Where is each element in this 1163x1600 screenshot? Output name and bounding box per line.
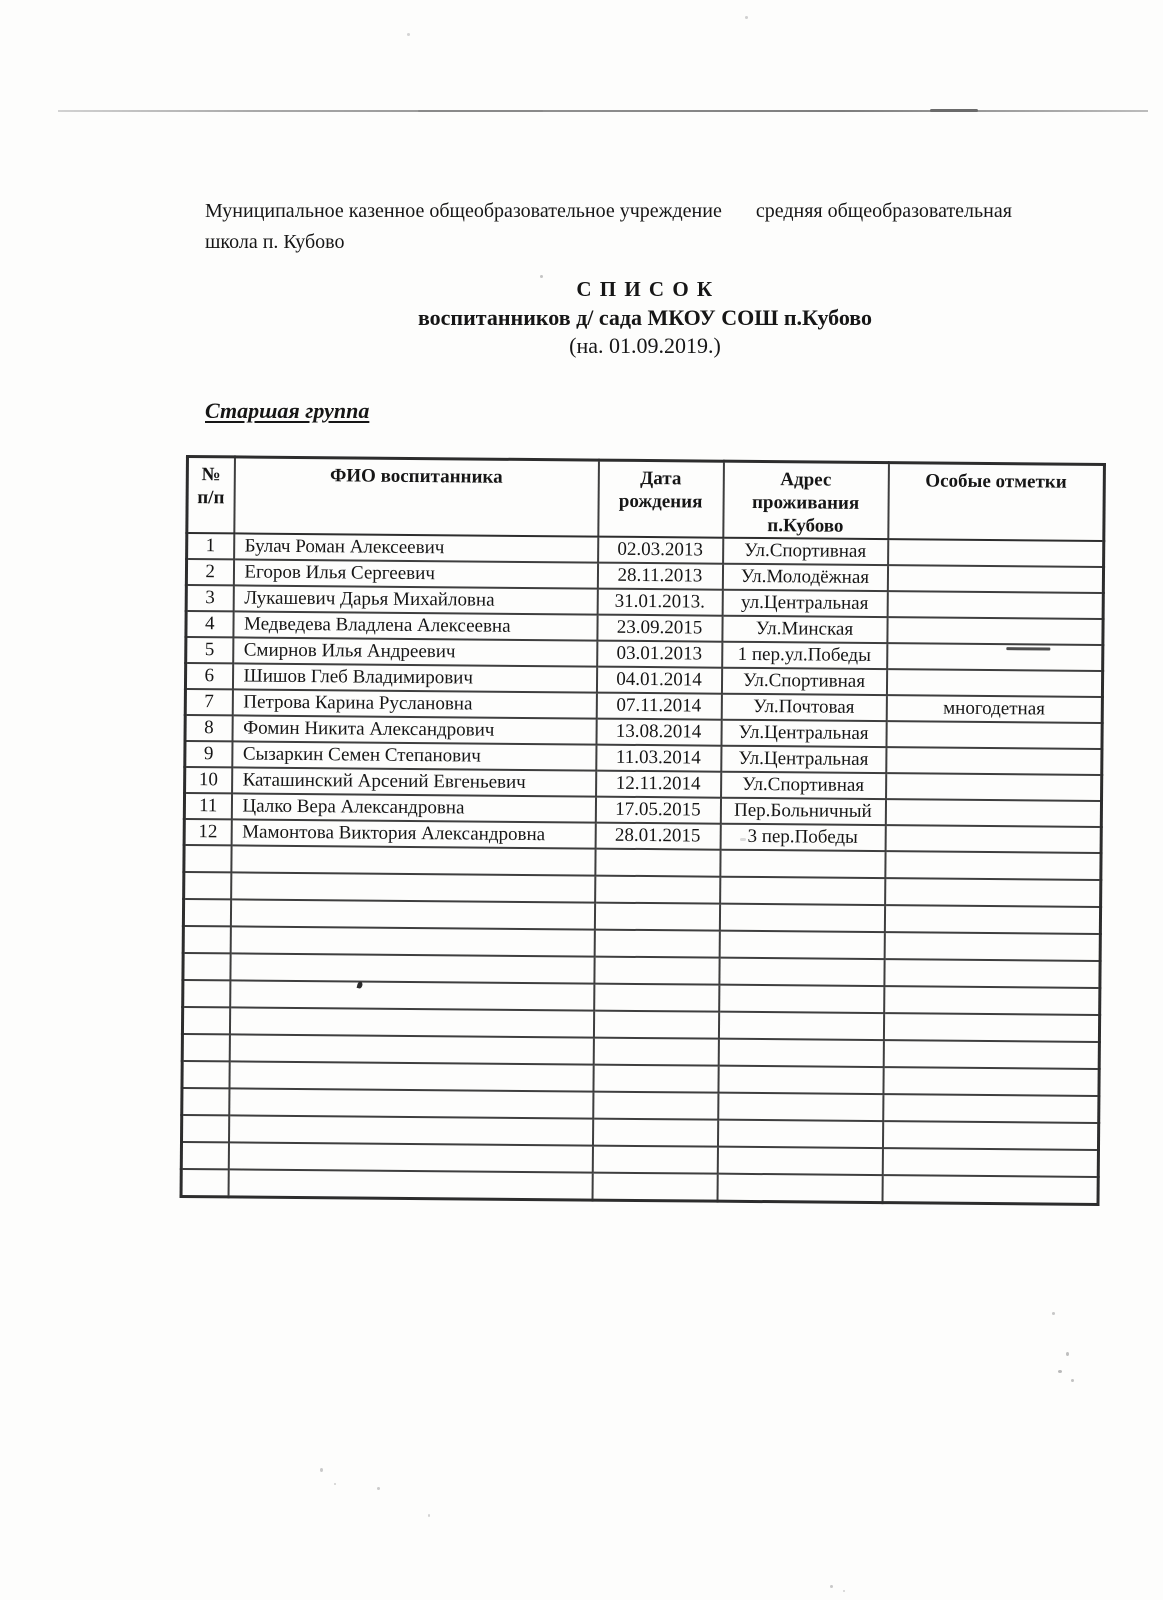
empty-cell [230, 953, 594, 983]
empty-cell [720, 877, 885, 905]
empty-cell [719, 931, 884, 959]
empty-cell [183, 926, 230, 953]
empty-cell [718, 1039, 883, 1067]
empty-cell [885, 878, 1101, 907]
empty-cell [231, 872, 595, 902]
header-address: Адрес проживания п.Кубово [723, 461, 889, 539]
students-table-body [181, 533, 1104, 1204]
scan-dust-speck [540, 275, 543, 278]
empty-cell [594, 984, 719, 1012]
scan-dust-speck [320, 1468, 323, 1472]
empty-cell [883, 1067, 1099, 1096]
empty-cell [182, 1061, 229, 1088]
cell-dob: 04.01.2014 [596, 667, 721, 694]
cell-num: 1 [187, 533, 234, 559]
empty-cell [718, 1012, 883, 1040]
cell-notes [886, 773, 1102, 801]
empty-cell [593, 1092, 718, 1120]
cell-notes [886, 669, 1102, 697]
empty-cell [719, 958, 884, 986]
empty-cell [720, 850, 885, 878]
cell-num: 9 [185, 741, 232, 767]
cell-name: Фомин Никита Александрович [232, 715, 596, 744]
empty-cell [592, 1119, 717, 1147]
cell-dob: 13.08.2014 [596, 719, 721, 746]
empty-cell [882, 1121, 1098, 1150]
cell-notes [887, 565, 1103, 593]
empty-cell [182, 1007, 229, 1034]
organization-header [205, 196, 1012, 258]
empty-cell [719, 985, 884, 1013]
org-line-2: школа п. Кубово [205, 231, 345, 253]
cell-name: Петрова Карина Руслановна [232, 689, 596, 718]
cell-num: 2 [186, 559, 233, 585]
empty-cell [717, 1174, 882, 1202]
cell-dob: 28.01.2015 [595, 823, 720, 850]
cell-name: Сызаркин Семен Степанович [232, 741, 596, 770]
cell-notes: многодетная [886, 695, 1102, 723]
document-subtitle: воспитанников д/ сада МКОУ СОШ п.Кубово [417, 305, 873, 330]
empty-cell [230, 899, 594, 929]
empty-cell [230, 980, 594, 1010]
empty-cell [182, 1088, 229, 1115]
org-line-1 [205, 196, 1012, 227]
empty-cell [717, 1120, 882, 1148]
cell-address: Ул.Спортивная [723, 538, 888, 565]
empty-cell [882, 1175, 1098, 1204]
empty-cell [884, 932, 1100, 961]
cell-address: Ул.Центральная [721, 720, 886, 747]
cell-num: 11 [184, 793, 231, 819]
empty-cell [595, 876, 720, 904]
header-dob: Дата рождения [598, 460, 724, 538]
scan-dust-speck [1058, 1370, 1062, 1373]
empty-cell [229, 1088, 593, 1118]
empty-cell [884, 959, 1100, 988]
document-as-of-date: (на. 01.09.2019.) [569, 333, 721, 358]
empty-cell [229, 1115, 593, 1145]
header-notes: Особые отметки [888, 463, 1105, 541]
document-title-block [205, 276, 1085, 360]
scan-dust-speck [1052, 1312, 1055, 1315]
table-header-row [187, 457, 1105, 541]
empty-cell [884, 905, 1100, 934]
cell-dob: 31.01.2013. [597, 589, 722, 616]
scan-dust-speck [1071, 1379, 1074, 1382]
empty-cell [181, 1169, 228, 1196]
empty-cell [718, 1093, 883, 1121]
empty-cell [594, 903, 719, 931]
cell-dob: 23.09.2015 [597, 615, 722, 642]
group-title: Старшая группа [205, 398, 370, 423]
empty-cell [595, 849, 720, 877]
header-name: ФИО воспитанника [234, 457, 599, 537]
cell-dob: 28.11.2013 [597, 563, 722, 590]
cell-num: 4 [186, 611, 233, 637]
empty-cell [717, 1147, 882, 1175]
empty-cell [182, 1115, 229, 1142]
org-type: средняя общеобразовательная [755, 200, 1012, 222]
cell-name: Медведева Владлена Алексеевна [233, 611, 597, 640]
cell-num: 5 [186, 637, 233, 663]
cell-name: Каташинский Арсений Евгеньевич [232, 767, 596, 796]
scan-dust-speck [745, 16, 748, 19]
cell-num: 10 [185, 767, 232, 793]
cell-name: Шишов Глеб Владимирович [232, 663, 596, 692]
empty-cell [719, 904, 884, 932]
cell-name: Егоров Илья Сергеевич [233, 559, 597, 588]
cell-address: Ул.Спортивная [721, 668, 886, 695]
scan-artifact-line-gap [948, 647, 1006, 653]
cell-dob: 03.01.2013 [597, 641, 722, 668]
empty-cell [718, 1066, 883, 1094]
cell-num: 3 [186, 585, 233, 611]
scan-dust-speck [428, 1514, 430, 1517]
students-table [180, 455, 1106, 1206]
empty-cell [229, 1034, 593, 1064]
cell-dob: 11.03.2014 [596, 745, 721, 772]
empty-cell [182, 1034, 229, 1061]
empty-cell [885, 851, 1101, 880]
cell-address: Ул.Молодёжная [722, 564, 887, 591]
cell-name: Булач Роман Алексеевич [234, 533, 598, 562]
cell-name: Лукашевич Дарья Михайловна [233, 585, 597, 614]
empty-cell [593, 1065, 718, 1093]
empty-cell [883, 1094, 1099, 1123]
empty-cell [884, 986, 1100, 1015]
empty-cell [231, 845, 595, 875]
cell-dob: 07.11.2014 [596, 693, 721, 720]
cell-address: 3 пер.Победы [720, 824, 885, 851]
cell-name: Цалко Вера Александровна [231, 793, 595, 822]
empty-cell [183, 980, 230, 1007]
cell-address: Пер.Больничный [720, 798, 885, 825]
empty-cell [593, 1011, 718, 1039]
cell-address: Ул.Спортивная [721, 772, 886, 799]
empty-cell [882, 1148, 1098, 1177]
cell-notes [885, 799, 1101, 827]
students-table-wrap [180, 455, 1103, 1205]
cell-notes [887, 591, 1103, 619]
cell-address: Ул.Почтовая [721, 694, 886, 721]
cell-notes [887, 617, 1103, 645]
cell-num: 6 [185, 663, 232, 689]
document-title: С П И С О К [576, 277, 714, 301]
scan-dust-speck [740, 838, 746, 841]
header-num: № п/п [187, 457, 235, 534]
scan-artifact-line [58, 110, 1148, 112]
empty-cell [593, 1038, 718, 1066]
cell-address: 1 пер.ул.Победы [722, 642, 887, 669]
cell-notes [888, 539, 1104, 567]
empty-cell [230, 926, 594, 956]
cell-num: 8 [185, 715, 232, 741]
empty-cell [184, 872, 231, 899]
empty-cell [592, 1146, 717, 1174]
scan-dust-speck [407, 33, 410, 36]
empty-cell [594, 930, 719, 958]
empty-cell [184, 845, 231, 872]
cell-name: Мамонтова Виктория Александровна [231, 819, 595, 848]
scan-dust-speck [1066, 1352, 1069, 1356]
cell-name: Смирнов Илья Андреевич [233, 637, 597, 666]
cell-dob: 02.03.2013 [598, 537, 723, 564]
scan-dust-speck [830, 1585, 833, 1588]
empty-cell [883, 1013, 1099, 1042]
empty-cell [228, 1169, 592, 1199]
org-name: Муниципальное казенное общеобразовательное учреждение [205, 200, 722, 222]
empty-cell [883, 1040, 1099, 1069]
cell-address: ул.Центральная [722, 590, 887, 617]
empty-cell [183, 953, 230, 980]
cell-address: Ул.Центральная [721, 746, 886, 773]
empty-cell [228, 1142, 592, 1172]
cell-notes [886, 721, 1102, 749]
cell-dob: 12.11.2014 [596, 771, 721, 798]
cell-notes [886, 747, 1102, 775]
scan-dust-speck [377, 1487, 380, 1490]
empty-cell [229, 1061, 593, 1091]
cell-address: Ул.Минская [722, 616, 887, 643]
empty-cell [592, 1173, 717, 1201]
empty-cell [594, 957, 719, 985]
scan-dust-speck [843, 1590, 845, 1592]
cell-dob: 17.05.2015 [595, 797, 720, 824]
empty-cell [181, 1142, 228, 1169]
scan-artifact-dash [1006, 647, 1050, 650]
empty-cell [229, 1007, 593, 1037]
cell-notes [885, 825, 1101, 853]
cell-num: 7 [185, 689, 232, 715]
cell-num: 12 [184, 819, 231, 845]
scan-dust-speck [334, 1483, 336, 1485]
empty-cell [183, 899, 230, 926]
